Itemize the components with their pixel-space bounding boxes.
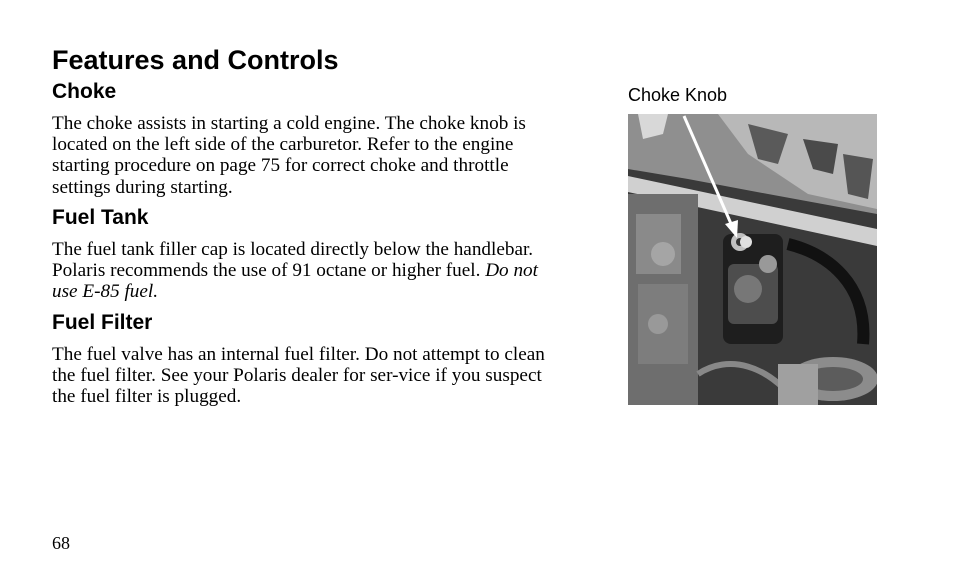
section-heading-choke: Choke [52, 80, 117, 103]
fuel-tank-text: The fuel tank filler cap is located directly below the handlebar. Polaris recommends the use of 91 octane or higher fuel. [52, 239, 534, 282]
choke-knob-photo [628, 114, 877, 405]
page-title: Features and Controls [52, 45, 339, 75]
section-heading-fuel-filter: Fuel Filter [52, 311, 153, 334]
page-number: 68 [52, 533, 70, 553]
fuel-warning: Do not use E-85 fuel. [52, 260, 538, 303]
engine-photo-illustration [628, 114, 877, 405]
section-heading-fuel-tank: Fuel Tank [52, 206, 149, 229]
fuel-filter-paragraph: The fuel valve has an internal fuel filter. Do not attempt to clean the fuel filter. See your Polaris dealer for ser-vice if you suspect the fuel filter is plugged. [52, 344, 545, 408]
figure-caption: Choke Knob [628, 85, 728, 105]
fuel-tank-paragraph [52, 239, 552, 303]
choke-paragraph: The choke assists in starting a cold engine. The choke knob is located on the left side of the carburetor. Refer to the engine starting procedure on page 75 for correct choke and throttle settings during starting. [52, 113, 526, 198]
